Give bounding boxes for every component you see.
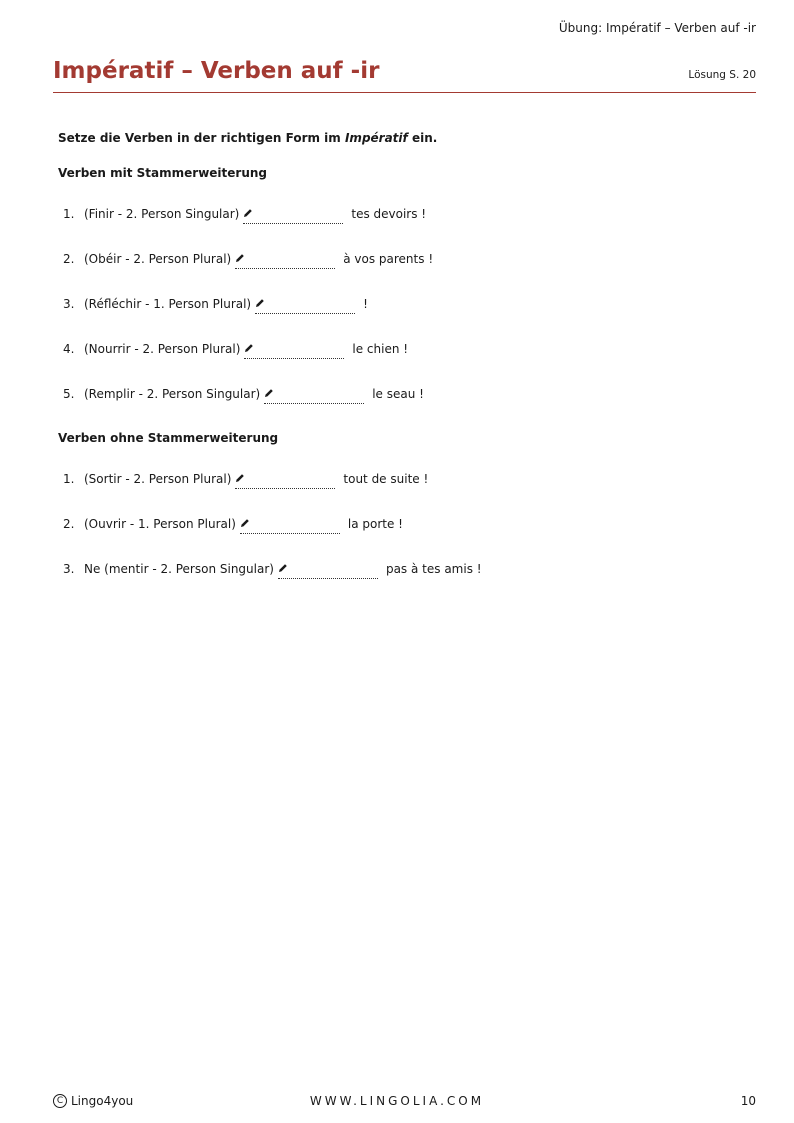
answer-blank[interactable]: [235, 473, 335, 489]
exercise-prompt: (Remplir - 2. Person Singular): [84, 387, 261, 401]
exercise-item: [63, 252, 433, 278]
exercise-item: [63, 562, 482, 588]
exercise-prompt: (Finir - 2. Person Singular): [84, 207, 240, 221]
copyright-icon: C: [53, 1094, 67, 1108]
exercise-item: [63, 387, 424, 413]
exercise-number: 4.: [63, 342, 75, 356]
exercise-number: 3.: [63, 297, 75, 311]
exercise-prompt: (Ouvrir - 1. Person Plural): [84, 517, 236, 531]
answer-blank[interactable]: [235, 253, 335, 269]
exercise-prompt: (Obéir - 2. Person Plural): [84, 252, 232, 266]
section-heading-without-extension: Verben ohne Stammerweiterung: [58, 431, 279, 445]
exercise-rest: tout de suite !: [343, 472, 429, 486]
exercise-number: 1.: [63, 472, 75, 486]
exercise-rest: tes devoirs !: [351, 207, 427, 221]
answer-blank[interactable]: [264, 388, 364, 404]
instruction-after: ein.: [407, 131, 438, 145]
copyright-text: Lingo4you: [71, 1094, 134, 1108]
exercise-rest: le seau !: [372, 387, 424, 401]
instruction-before: Setze die Verben in der richtigen Form im: [58, 131, 345, 145]
exercise-rest: pas à tes amis !: [385, 562, 482, 576]
exercise-number: 5.: [63, 387, 75, 401]
exercise-number: 1.: [63, 207, 75, 221]
exercise-rest: à vos parents !: [343, 252, 434, 266]
exercise-item: [63, 297, 368, 323]
answer-blank[interactable]: [240, 518, 340, 534]
exercise-rest: le chien !: [352, 342, 409, 356]
exercise-prompt: (Sortir - 2. Person Plural): [84, 472, 232, 486]
exercise-item: [63, 517, 403, 543]
instruction-emphasis: Impératif: [344, 131, 408, 145]
exercise-item: [63, 472, 428, 498]
exercise-prompt: Ne (mentir - 2. Person Singular): [84, 562, 274, 576]
solution-reference: Lösung S. 20: [688, 69, 756, 81]
answer-blank[interactable]: [255, 298, 355, 314]
exercise-item: [63, 342, 408, 368]
exercise-rest: la porte !: [347, 517, 403, 531]
exercise-number: 2.: [63, 252, 75, 266]
top-label: Übung: Impératif – Verben auf -ir: [558, 21, 756, 35]
exercise-item: [63, 207, 426, 233]
section-heading-with-extension: Verben mit Stammerweiterung: [58, 166, 268, 180]
answer-blank[interactable]: [243, 208, 343, 224]
exercise-prompt: (Nourrir - 2. Person Plural): [84, 342, 241, 356]
title-divider: [53, 92, 756, 93]
answer-blank[interactable]: [244, 343, 344, 359]
page-number: 10: [740, 1094, 756, 1108]
exercise-number: 3.: [63, 562, 75, 576]
answer-blank[interactable]: [278, 563, 378, 579]
exercise-number: 2.: [63, 517, 75, 531]
page-title: Impératif – Verben auf -ir: [53, 58, 380, 84]
exercise-rest: !: [363, 297, 368, 311]
exercise-prompt: (Réfléchir - 1. Person Plural): [84, 297, 252, 311]
instruction: [58, 131, 437, 145]
footer-url: WWW.LINGOLIA.COM: [309, 1094, 485, 1108]
